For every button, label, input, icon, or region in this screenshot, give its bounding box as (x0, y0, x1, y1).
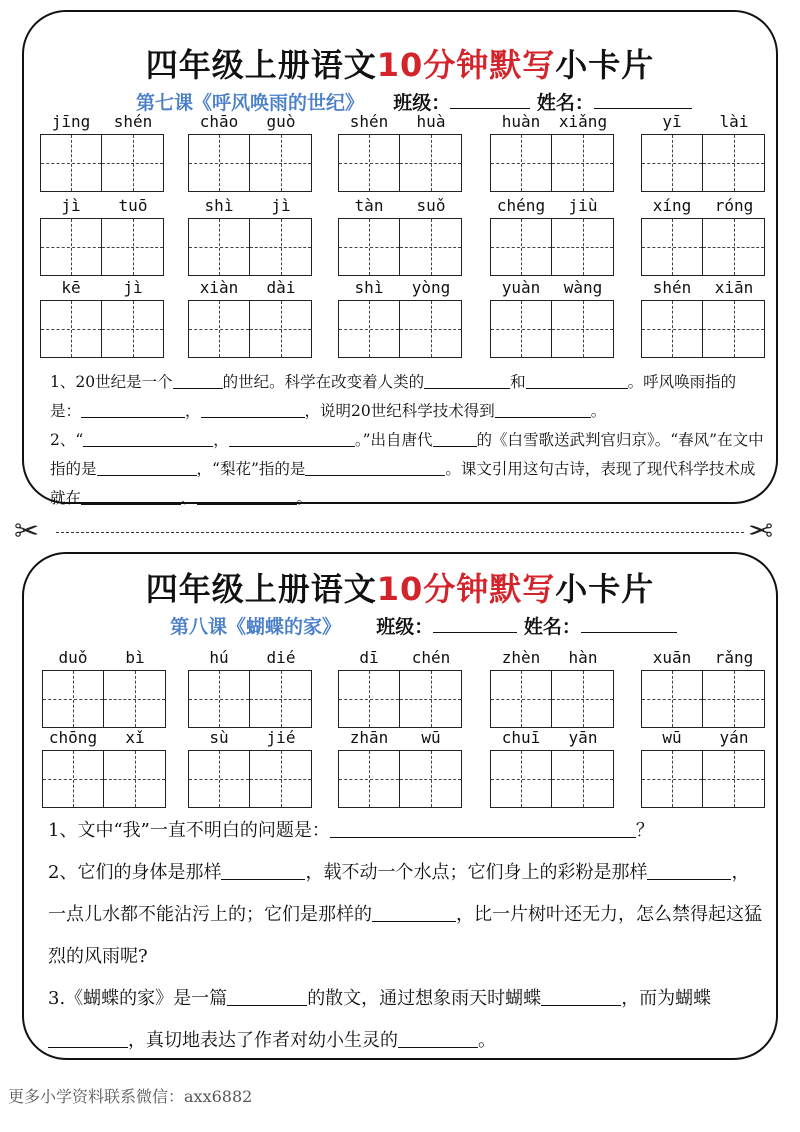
pinyin-syllable: yuàn (501, 278, 541, 297)
name-field[interactable] (594, 90, 692, 109)
character-writing-box[interactable] (338, 750, 400, 808)
question-3: 3.《蝴蝶的家》是一篇 的散文，通过想象雨天时蝴蝶 ，而为蝴蝶，真切地表达了作者对幼小生灵的 。 (48, 988, 712, 1051)
pinyin-syllable: zhèn (501, 648, 541, 667)
character-writing-box[interactable] (490, 218, 552, 276)
pinyin-syllable: xíng (652, 196, 692, 215)
pinyin-syllable: wū (662, 728, 682, 747)
pinyin-syllable: chōng (48, 728, 98, 747)
character-writing-box[interactable] (40, 218, 102, 276)
character-writing-box[interactable] (490, 670, 552, 728)
lesson-title: 第八课《蝴蝶的家》 (170, 616, 342, 638)
pinyin-syllable: dài (266, 278, 296, 297)
pinyin-label (490, 196, 614, 218)
class-label: 班级： (393, 92, 451, 114)
title-highlight: 10分钟默写 (376, 46, 556, 84)
character-writing-box[interactable] (338, 300, 400, 358)
character-writing-box[interactable] (490, 300, 552, 358)
pinyin-syllable: shén (113, 112, 153, 131)
name-label: 姓名： (536, 92, 594, 114)
character-writing-box[interactable] (552, 300, 614, 358)
character-writing-box[interactable] (188, 750, 250, 808)
tianzige-boxes (338, 300, 462, 358)
question-1: 1、20世纪是一个 的世纪。科学在改变着人类的 和 。呼风唤雨指的是： ， ，说明20世纪科学技术得到 。 (50, 368, 764, 426)
pinyin-syllable: lài (719, 112, 749, 131)
pinyin-label (641, 196, 765, 218)
pinyin-syllable: wàng (563, 278, 603, 297)
pinyin-syllable: jié (266, 728, 296, 747)
tianzige-boxes (40, 300, 164, 358)
character-writing-box[interactable] (250, 218, 312, 276)
character-writing-box[interactable] (703, 670, 765, 728)
pinyin-syllable: chāo (199, 112, 239, 131)
tianzige-boxes (641, 218, 765, 276)
pinyin-label (42, 648, 166, 670)
pinyin-syllable: jiù (568, 196, 598, 215)
tianzige-boxes (641, 670, 765, 728)
character-writing-box[interactable] (102, 134, 164, 192)
pinyin-syllable: jì (61, 196, 81, 215)
pinyin-syllable: yán (719, 728, 749, 747)
tianzige-boxes (338, 218, 462, 276)
tianzige-boxes (490, 670, 614, 728)
pinyin-label (40, 196, 164, 218)
answer-blank[interactable] (83, 428, 213, 447)
pinyin-syllable: chuī (501, 728, 541, 747)
card-lesson-8 (22, 552, 778, 1060)
character-writing-box[interactable] (641, 300, 703, 358)
character-writing-box[interactable] (188, 218, 250, 276)
pinyin-syllable: suǒ (416, 196, 446, 215)
tianzige-boxes (338, 670, 462, 728)
pinyin-syllable: guò (266, 112, 296, 131)
answer-blank[interactable] (424, 370, 510, 389)
pinyin-syllable: xiān (714, 278, 754, 297)
class-label: 班级： (376, 616, 434, 638)
character-writing-box[interactable] (40, 134, 102, 192)
character-writing-box[interactable] (552, 134, 614, 192)
tianzige-boxes (490, 750, 614, 808)
character-writing-box[interactable] (703, 300, 765, 358)
pinyin-label (338, 648, 462, 670)
answer-blank[interactable] (48, 1029, 128, 1048)
pinyin-label (641, 278, 765, 300)
pinyin-label (641, 648, 765, 670)
tianzige-boxes (490, 134, 614, 192)
character-writing-box[interactable] (490, 750, 552, 808)
title-text: 四年级上册语文 (145, 46, 377, 84)
character-writing-box[interactable] (400, 300, 462, 358)
character-writing-box[interactable] (552, 750, 614, 808)
pinyin-syllable: shì (204, 196, 234, 215)
pinyin-label (188, 112, 312, 134)
pinyin-syllable: bì (125, 648, 145, 667)
pinyin-syllable: jì (271, 196, 291, 215)
tianzige-boxes (40, 218, 164, 276)
pinyin-label (188, 648, 312, 670)
pinyin-syllable: dié (266, 648, 296, 667)
character-writing-box[interactable] (490, 134, 552, 192)
tianzige-boxes (188, 300, 312, 358)
name-label: 姓名： (523, 616, 581, 638)
answer-blank[interactable] (541, 987, 621, 1006)
character-writing-box[interactable] (703, 134, 765, 192)
answer-blank[interactable] (433, 428, 477, 447)
pinyin-label (188, 278, 312, 300)
pinyin-syllable: dī (359, 648, 379, 667)
answer-blank[interactable] (197, 486, 297, 505)
pinyin-syllable: chén (411, 648, 451, 667)
tianzige-boxes (188, 750, 312, 808)
pinyin-label (490, 112, 614, 134)
character-writing-box[interactable] (40, 300, 102, 358)
lesson-header (136, 88, 692, 115)
pinyin-syllable: huàn (501, 112, 541, 131)
title-highlight: 10分钟默写 (376, 570, 556, 608)
answer-blank[interactable] (81, 486, 181, 505)
character-writing-box[interactable] (400, 134, 462, 192)
pinyin-syllable: jīng (51, 112, 91, 131)
title-text-end: 小卡片 (555, 46, 655, 84)
scissors-icon-right: ✂ (748, 514, 774, 549)
tianzige-boxes (40, 134, 164, 192)
pinyin-label (338, 112, 462, 134)
pinyin-syllable: xǐ (125, 728, 145, 747)
character-writing-box[interactable] (641, 750, 703, 808)
pinyin-label (42, 728, 166, 750)
question-2: 2、它们的身体是那样 ，载不动一个水点；它们身上的彩粉是那样 ，一点儿水都不能沾污上的；它们是那样的 ，比一片树叶还无力，怎么禁得起这猛烈的风雨呢? (48, 862, 762, 967)
character-writing-box[interactable] (104, 670, 166, 728)
answer-blank[interactable] (495, 399, 591, 418)
pinyin-syllable: jì (123, 278, 143, 297)
tianzige-boxes (42, 750, 166, 808)
pinyin-syllable: tuō (118, 196, 148, 215)
pinyin-syllable: huà (416, 112, 446, 131)
card-title (24, 40, 776, 86)
question-1: 1、文中“我”一直不明白的问题是： ？ (48, 820, 654, 841)
character-writing-box[interactable] (400, 670, 462, 728)
character-writing-box[interactable] (400, 750, 462, 808)
card-lesson-7 (22, 10, 778, 507)
pinyin-syllable: kē (61, 278, 81, 297)
answer-blank[interactable] (221, 861, 305, 880)
pinyin-label (490, 728, 614, 750)
pinyin-syllable: shén (349, 112, 389, 131)
pinyin-label (641, 112, 765, 134)
pinyin-syllable: zhān (349, 728, 389, 747)
character-writing-box[interactable] (42, 750, 104, 808)
character-writing-box[interactable] (188, 134, 250, 192)
character-writing-box[interactable] (250, 134, 312, 192)
answer-blank[interactable] (398, 1029, 478, 1048)
character-writing-box[interactable] (338, 670, 400, 728)
lesson-header (170, 612, 677, 639)
character-writing-box[interactable] (703, 218, 765, 276)
footer-contact: 更多小学资料联系微信：axx6882 (8, 1087, 253, 1106)
name-field[interactable] (581, 614, 677, 633)
pinyin-syllable: duǒ (58, 648, 88, 667)
title-text-end: 小卡片 (555, 570, 655, 608)
tianzige-boxes (42, 670, 166, 728)
character-writing-box[interactable] (338, 218, 400, 276)
tianzige-boxes (188, 670, 312, 728)
answer-blank[interactable] (227, 987, 307, 1006)
tianzige-boxes (338, 134, 462, 192)
character-writing-box[interactable] (188, 300, 250, 358)
class-field[interactable] (433, 614, 517, 633)
pinyin-label (188, 196, 312, 218)
tianzige-boxes (641, 134, 765, 192)
answer-blank[interactable] (372, 903, 456, 922)
character-writing-box[interactable] (552, 670, 614, 728)
card-title (24, 564, 776, 610)
answer-blank[interactable] (201, 399, 305, 418)
question-2: 2、“ ， 。”出自唐代 的《白雪歌送武判官归京》。“春风”在文中指的是 ，“梨花”指的是 。课文引用这句古诗，表现了现代科学技术成就在 、 。 (50, 426, 764, 513)
pinyin-label (641, 728, 765, 750)
character-writing-box[interactable] (552, 218, 614, 276)
tianzige-boxes (490, 300, 614, 358)
answer-blank[interactable] (229, 428, 355, 447)
answer-blank[interactable] (81, 399, 185, 418)
pinyin-label (40, 278, 164, 300)
tianzige-boxes (641, 300, 765, 358)
answer-blank[interactable] (173, 370, 223, 389)
answer-blank[interactable] (330, 819, 636, 838)
title-text: 四年级上册语文 (145, 570, 377, 608)
character-writing-box[interactable] (102, 218, 164, 276)
character-writing-box[interactable] (338, 134, 400, 192)
answer-blank[interactable] (97, 457, 197, 476)
pinyin-syllable: yān (568, 728, 598, 747)
pinyin-syllable: rǎng (714, 648, 754, 667)
pinyin-syllable: xuān (652, 648, 692, 667)
character-writing-box[interactable] (104, 750, 166, 808)
pinyin-syllable: yī (662, 112, 682, 131)
pinyin-syllable: chéng (496, 196, 546, 215)
answer-blank[interactable] (647, 861, 731, 880)
character-writing-box[interactable] (641, 218, 703, 276)
character-writing-box[interactable] (250, 670, 312, 728)
character-writing-box[interactable] (641, 670, 703, 728)
character-writing-box[interactable] (188, 670, 250, 728)
character-writing-box[interactable] (250, 750, 312, 808)
pinyin-syllable: xiǎng (558, 112, 608, 131)
character-writing-box[interactable] (102, 300, 164, 358)
tianzige-boxes (338, 750, 462, 808)
cut-line (56, 532, 744, 533)
tianzige-boxes (641, 750, 765, 808)
pinyin-syllable: yòng (411, 278, 451, 297)
pinyin-label (338, 278, 462, 300)
pinyin-syllable: hú (209, 648, 229, 667)
lesson-title: 第七课《呼风唤雨的世纪》 (136, 92, 365, 114)
pinyin-syllable: tàn (354, 196, 384, 215)
pinyin-syllable: xiàn (199, 278, 239, 297)
tianzige-boxes (188, 218, 312, 276)
pinyin-syllable: róng (714, 196, 754, 215)
pinyin-label (40, 112, 164, 134)
tianzige-boxes (490, 218, 614, 276)
pinyin-label (338, 728, 462, 750)
pinyin-label (490, 278, 614, 300)
pinyin-label (338, 196, 462, 218)
answer-blank[interactable] (305, 457, 445, 476)
character-writing-box[interactable] (250, 300, 312, 358)
pinyin-syllable: hàn (568, 648, 598, 667)
pinyin-label (490, 648, 614, 670)
character-writing-box[interactable] (703, 750, 765, 808)
character-writing-box[interactable] (400, 218, 462, 276)
pinyin-syllable: sù (209, 728, 229, 747)
class-field[interactable] (450, 90, 530, 109)
answer-blank[interactable] (526, 370, 628, 389)
pinyin-syllable: wū (421, 728, 441, 747)
pinyin-syllable: shén (652, 278, 692, 297)
character-writing-box[interactable] (641, 134, 703, 192)
tianzige-boxes (188, 134, 312, 192)
pinyin-syllable: shì (354, 278, 384, 297)
scissors-icon-left: ✂ (14, 514, 40, 549)
character-writing-box[interactable] (42, 670, 104, 728)
pinyin-label (188, 728, 312, 750)
